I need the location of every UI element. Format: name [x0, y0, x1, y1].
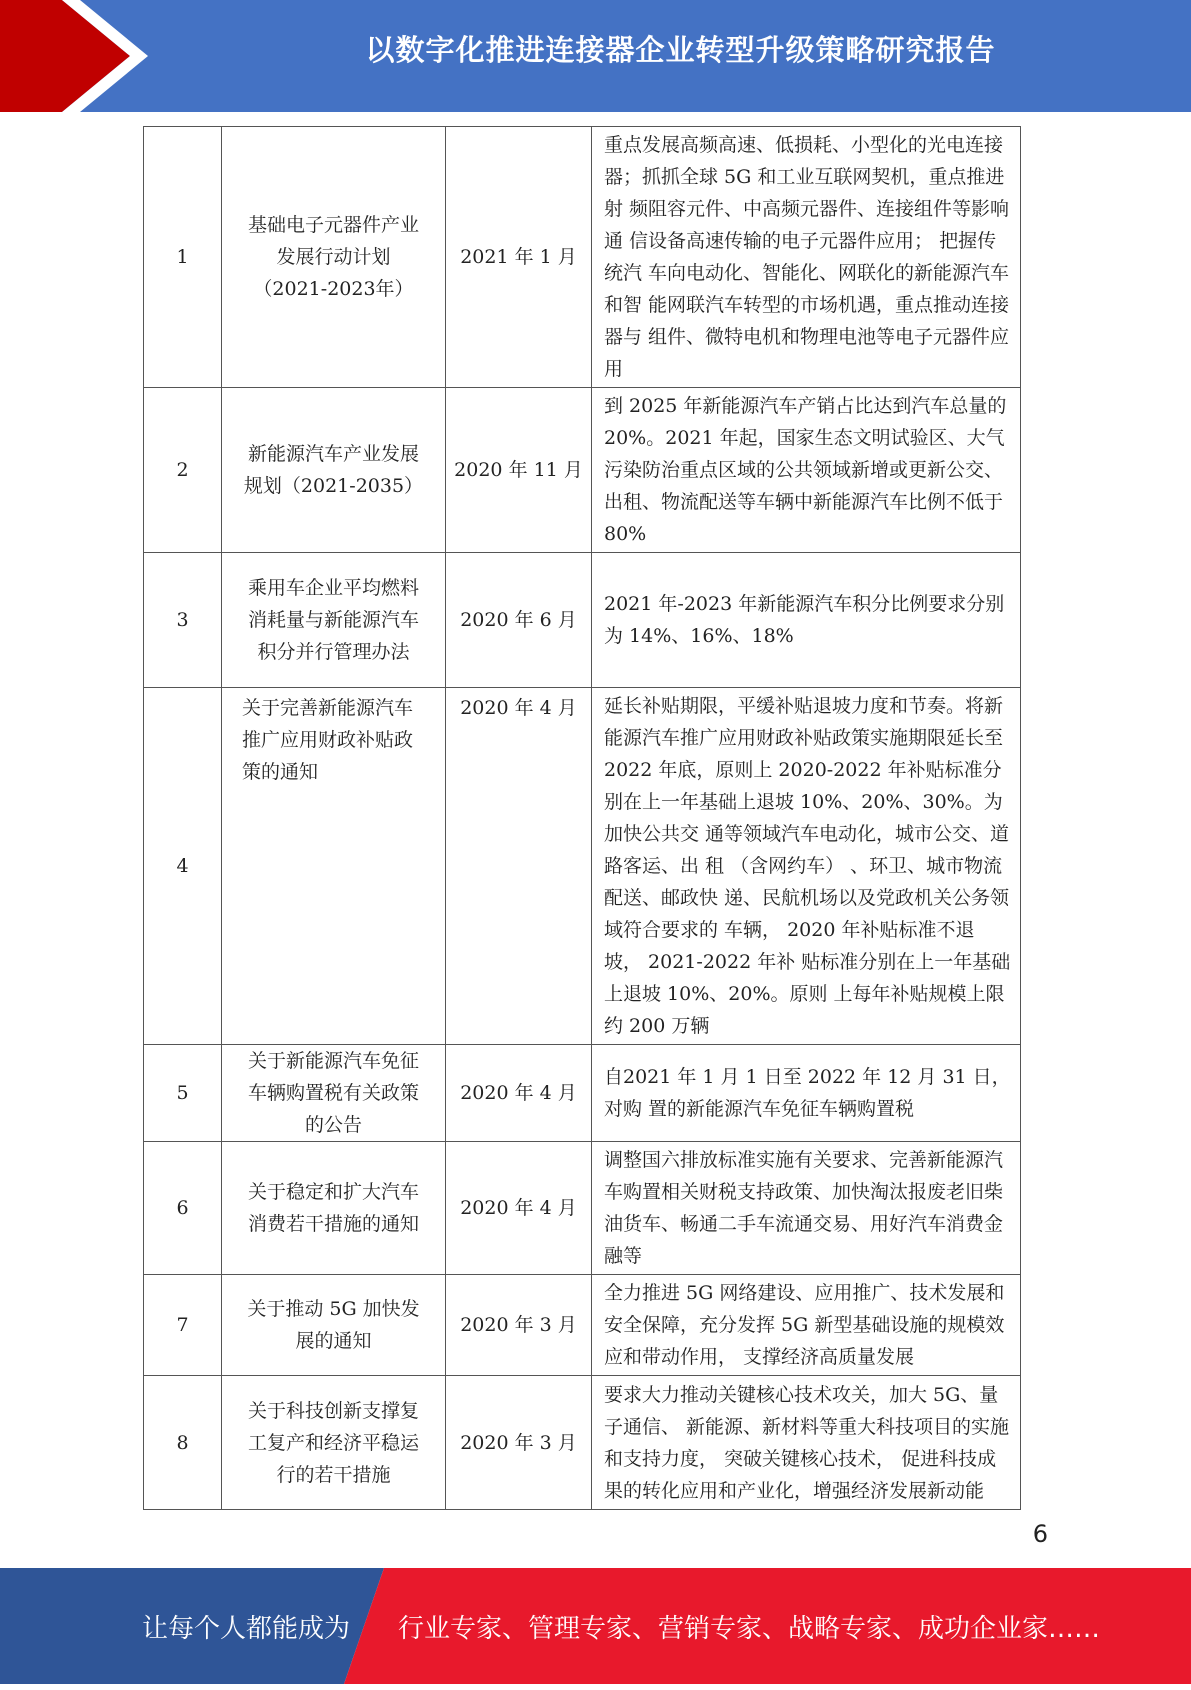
policy-content: 到 2025 年新能源汽车产销占比达到汽车总量的 20%。2021 年起，国家生态文明试验区、大气污染防治重点区域的公共领域新增或更新公交、出租、物流配送等车辆中新能源汽车比例不低于 80% — [592, 388, 1021, 553]
row-number: 7 — [144, 1275, 222, 1376]
table-row — [144, 127, 1021, 388]
policy-date: 2020 年 4 月 — [446, 688, 592, 1045]
footer-slogan-right: 行业专家、管理专家、营销专家、战略专家、成功企业家…… — [398, 1614, 1101, 1644]
policy-name: 基础电子元器件产业发展行动计划（2021-2023年） — [222, 127, 446, 388]
row-number: 3 — [144, 553, 222, 688]
policy-content: 要求大力推动关键核心技术攻关，加大 5G、量子通信、 新能源、新材料等重大科技项目的实施和支持力度， 突破关键核心技术， 促进科技成果的转化应用和产业化，增强经济发展新动能 — [592, 1376, 1021, 1510]
report-title: 以数字化推进连接器企业转型升级策略研究报告 — [365, 33, 996, 67]
row-number: 5 — [144, 1045, 222, 1142]
policy-name: 关于新能源汽车免征车辆购置税有关政策的公告 — [222, 1045, 446, 1142]
policy-content: 2021 年-2023 年新能源汽车积分比例要求分别为 14%、16%、18% — [592, 553, 1021, 688]
policy-content: 自2021 年 1 月 1 日至 2022 年 12 月 31 日，对购 置的新能源汽车免征车辆购置税 — [592, 1045, 1021, 1142]
policy-name: 关于稳定和扩大汽车消费若干措施的通知 — [222, 1142, 446, 1275]
policy-name: 关于推动 5G 加快发展的通知 — [222, 1275, 446, 1376]
page-header — [0, 0, 1191, 112]
row-number: 8 — [144, 1376, 222, 1510]
row-number: 6 — [144, 1142, 222, 1275]
table-row — [144, 1275, 1021, 1376]
table-row — [144, 388, 1021, 553]
policy-date: 2020 年 3 月 — [446, 1376, 592, 1510]
policy-date: 2020 年 6 月 — [446, 553, 592, 688]
table-row — [144, 1142, 1021, 1275]
policy-date: 2021 年 1 月 — [446, 127, 592, 388]
table-row — [144, 1376, 1021, 1510]
policy-content: 调整国六排放标准实施有关要求、完善新能源汽车购置相关财税支持政策、加快淘汰报废老旧柴油货车、畅通二手车流通交易、用好汽车消费金融等 — [592, 1142, 1021, 1275]
policy-name: 新能源汽车产业发展规划（2021-2035） — [222, 388, 446, 553]
policy-content: 全力推进 5G 网络建设、应用推广、技术发展和安全保障，充分发挥 5G 新型基础设施的规模效应和带动作用， 支撑经济高质量发展 — [592, 1275, 1021, 1376]
row-number: 1 — [144, 127, 222, 388]
table-row — [144, 553, 1021, 688]
policy-name: 关于完善新能源汽车推广应用财政补贴政策的通知 — [222, 688, 446, 1045]
footer-slogan-left: 让每个人都能成为 — [142, 1614, 351, 1644]
policy-content: 重点发展高频高速、低损耗、小型化的光电连接 器；抓抓全球 5G 和工业互联网契机，重点推进射 频阻容元件、中高频元器件、连接组件等影响通 信设备高速传输的电子元器件应用； 把握传统汽 车向电动化、智能化、网联化的新能源汽车和智 能网联汽车转型的市场机遇，重点推动连接器与 组件、微特电机和物理电池等电子元器件应用 — [592, 127, 1021, 388]
policy-name: 乘用车企业平均燃料消耗量与新能源汽车积分并行管理办法 — [222, 553, 446, 688]
policy-date: 2020 年 4 月 — [446, 1142, 592, 1275]
table-row — [144, 1045, 1021, 1142]
table-row — [144, 688, 1021, 1045]
row-number: 4 — [144, 688, 222, 1045]
policy-date: 2020 年 11 月 — [446, 388, 592, 553]
row-number: 2 — [144, 388, 222, 553]
policy-date: 2020 年 3 月 — [446, 1275, 592, 1376]
policy-content: 延长补贴期限，平缓补贴退坡力度和节奏。将新 能源汽车推广应用财政补贴政策实施期限延长至 2022 年底，原则上 2020-2022 年补贴标准分别在上一年基础上退坡 10%、20%、30%。为加快公共交 通等领域汽车电动化，城市公交、道路客运、出 租 （含网约车） 、环卫、城市物流配送、邮政快 递、民航机场以及党政机关公务领域符合要求的 车辆， 2020 年补贴标准不退坡， 2021-2022 年补 贴标准分别在上一年基础上退坡 10%、20%。原则 上每年补贴规模上限约 200 万辆 — [592, 688, 1021, 1045]
page-number: 6 — [1032, 1520, 1048, 1548]
policy-date: 2020 年 4 月 — [446, 1045, 592, 1142]
policy-name: 关于科技创新支撑复工复产和经济平稳运行的若干措施 — [222, 1376, 446, 1510]
page-footer — [0, 1568, 1191, 1684]
policy-table — [143, 126, 1021, 1510]
